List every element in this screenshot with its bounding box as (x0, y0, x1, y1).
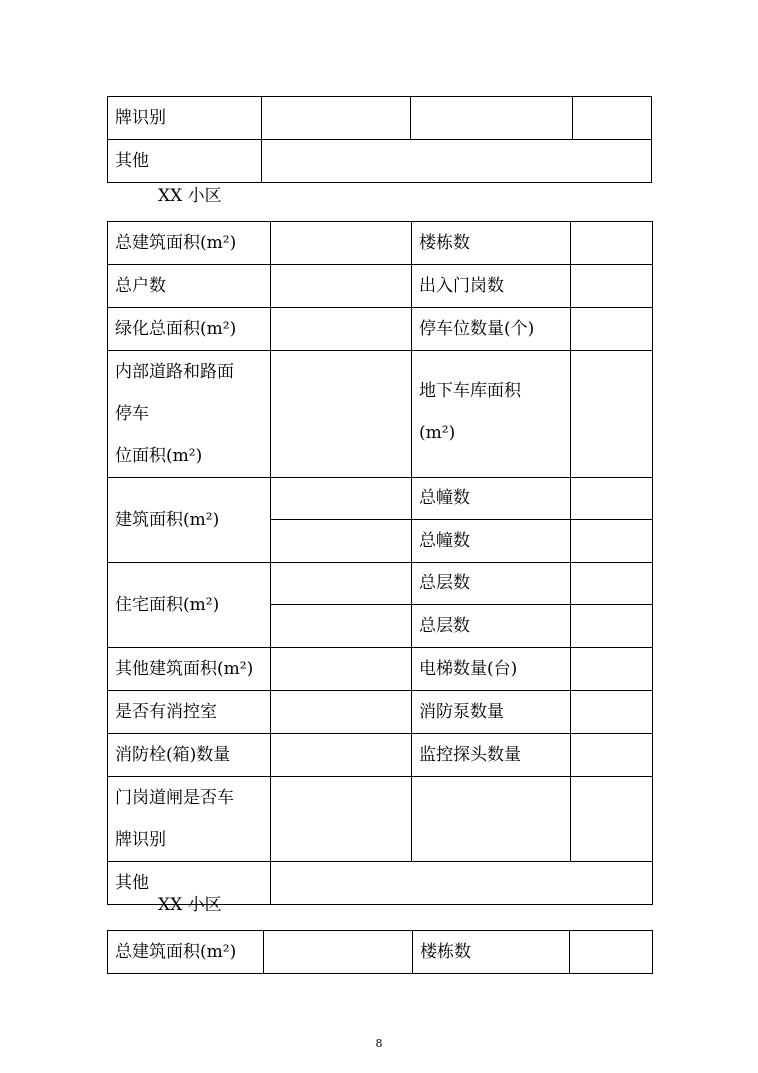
value-cell (271, 265, 412, 308)
value-cell (571, 648, 653, 691)
top-partial-table (107, 96, 652, 183)
gate-line-1: 门岗道闸是否车 (115, 788, 234, 808)
value-cell (271, 691, 412, 734)
other-value-cell (262, 140, 652, 183)
value-cell (571, 520, 653, 563)
value-cell (271, 734, 412, 777)
road-line-1: 内部道路和路面 (115, 362, 234, 382)
building-count-label: 楼栋数 (412, 222, 571, 265)
value-cell (571, 351, 653, 478)
value-cell (571, 605, 653, 648)
value-cell (271, 351, 412, 478)
building-area-label: 建筑面积(m²) (108, 478, 271, 563)
total-buildings-label: 总幢数 (412, 520, 571, 563)
value-cell (264, 931, 413, 974)
gate-recognition-label (108, 777, 271, 862)
gate-posts-label: 出入门岗数 (412, 265, 571, 308)
value-cell (271, 563, 412, 605)
gate-line-2: 牌识别 (115, 830, 166, 850)
households-label: 总户数 (108, 265, 271, 308)
value-cell (571, 222, 653, 265)
garage-area-label (412, 351, 571, 478)
total-buildings-label: 总幢数 (412, 478, 571, 520)
parking-spaces-label: 停车位数量(个) (412, 308, 571, 351)
plate-recognition-label: 牌识别 (108, 97, 262, 140)
value-cell (271, 520, 412, 563)
value-cell (271, 478, 412, 520)
next-community-table (107, 930, 653, 974)
other-label: 其他 (108, 140, 262, 183)
residential-area-label: 住宅面积(m²) (108, 563, 271, 648)
value-cell (412, 777, 571, 862)
fire-control-room-label: 是否有消控室 (108, 691, 271, 734)
fire-pumps-label: 消防泵数量 (412, 691, 571, 734)
community-info-table (107, 221, 653, 905)
value-cell (571, 734, 653, 777)
section-title: XX 小区 (158, 186, 222, 206)
value-cell (271, 605, 412, 648)
page-number: 8 (375, 1037, 383, 1050)
value-cell (271, 777, 412, 862)
green-area-label: 绿化总面积(m²) (108, 308, 271, 351)
value-cell (570, 931, 653, 974)
value-cell (571, 691, 653, 734)
value-cell (571, 265, 653, 308)
value-cell (271, 308, 412, 351)
other-label: 其他 (108, 862, 271, 905)
value-cell (271, 222, 412, 265)
section-title: XX 小区 (158, 895, 222, 915)
value-cell (271, 648, 412, 691)
value-cell (571, 308, 653, 351)
total-floors-label: 总层数 (412, 605, 571, 648)
road-parking-area-label (108, 351, 271, 478)
garage-line-2: (m²) (419, 423, 456, 443)
road-line-2: 停车 (115, 404, 149, 424)
value-cell (262, 97, 411, 140)
value-cell (411, 97, 573, 140)
value-cell (571, 777, 653, 862)
road-line-3: 位面积(m²) (115, 446, 203, 466)
value-cell (571, 563, 653, 605)
value-cell (573, 97, 652, 140)
value-cell (571, 478, 653, 520)
total-area-label: 总建筑面积(m²) (108, 931, 264, 974)
hydrants-label: 消防栓(箱)数量 (108, 734, 271, 777)
total-area-label: 总建筑面积(m²) (108, 222, 271, 265)
other-value-cell (271, 862, 653, 905)
other-area-label: 其他建筑面积(m²) (108, 648, 271, 691)
cameras-label: 监控探头数量 (412, 734, 571, 777)
garage-line-1: 地下车库面积 (419, 381, 521, 401)
total-floors-label: 总层数 (412, 563, 571, 605)
elevators-label: 电梯数量(台) (412, 648, 571, 691)
building-count-label: 楼栋数 (413, 931, 570, 974)
